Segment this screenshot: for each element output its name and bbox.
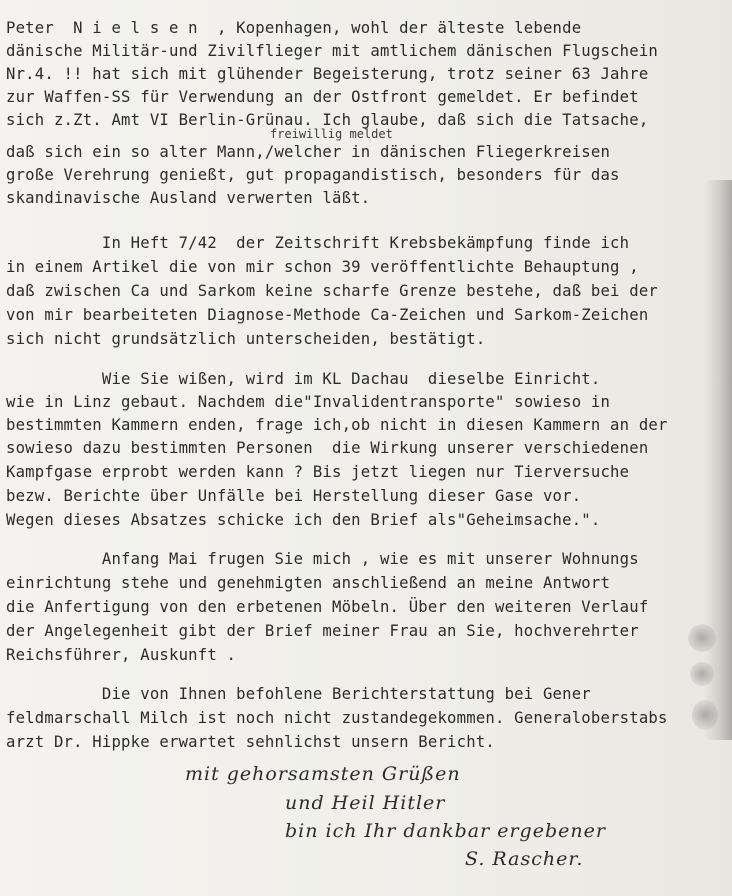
text-line-10: in einem Artikel die von mir schon 39 veröffentlichte Behauptung , — [6, 258, 639, 276]
text-line-7: große Verehrung genießt, gut propagandistisch, besonders für das — [6, 166, 620, 184]
text-line-19: bezw. Berichte über Unfälle bei Herstellung dieser Gase vor. — [6, 487, 582, 505]
text-line-28: arzt Dr. Hippke erwartet sehnlichst unsern Bericht. — [6, 733, 495, 751]
text-line-8: skandinavische Ausland verwerten läßt. — [6, 189, 371, 207]
text-line-5: sich z.Zt. Amt VI Berlin-Grünau. Ich glaube, daß sich die Tatsache, — [6, 111, 649, 129]
page-fold-shadow — [704, 180, 732, 740]
text-line-18: Kampfgase erprobt werden kann ? Bis jetzt liegen nur Tierversuche — [6, 463, 630, 481]
handwritten-insert: freiwillig meldet — [270, 127, 393, 141]
text-line-6: daß sich ein so alter Mann,/welcher in dänischen Fliegerkreisen — [6, 143, 611, 161]
closing-line-2: und Heil Hitler — [285, 792, 446, 814]
text-line-21: Anfang Mai frugen Sie mich , wie es mit unserer Wohnungs — [6, 550, 639, 568]
text-line-11: daß zwischen Ca und Sarkom keine scharfe Grenze bestehe, daß bei der — [6, 282, 658, 300]
text-line-9: In Heft 7/42 der Zeitschrift Krebsbekämpfung finde ich — [6, 234, 630, 252]
closing-line-3: bin ich Ihr dankbar ergebener — [285, 820, 606, 842]
closing-line-1: mit gehorsamsten Grüßen — [185, 763, 461, 785]
ink-blot — [692, 700, 718, 730]
text-line-12: von mir bearbeiteten Diagnose-Methode Ca-Zeichen und Sarkom-Zeichen — [6, 306, 649, 324]
text-line-23: die Anfertigung von den erbetenen Möbeln. Über den weiteren Verlauf — [6, 598, 649, 616]
text-line-27: feldmarschall Milch ist noch nicht zustandegekommen. Generaloberstabs — [6, 709, 668, 727]
text-line-3: Nr.4. !! hat sich mit glühender Begeisterung, trotz seiner 63 Jahre — [6, 65, 649, 83]
text-line-16: bestimmten Kammern enden, frage ich,ob nicht in diesen Kammern an der — [6, 416, 668, 434]
text-line-22: einrichtung stehe und genehmigten anschließend an meine Antwort — [6, 574, 611, 592]
text-line-2: dänische Militär-und Zivilflieger mit amtlichem dänischen Flugschein — [6, 42, 658, 60]
text-line-20: Wegen dieses Absatzes schicke ich den Brief als"Geheimsache.". — [6, 511, 601, 529]
ink-blot — [688, 624, 716, 652]
signature: S. Rascher. — [465, 848, 584, 870]
text-line-1: Peter N i e l s e n , Kopenhagen, wohl der älteste lebende — [6, 19, 582, 37]
text-line-14: Wie Sie wißen, wird im KL Dachau dieselbe Einricht. — [6, 370, 601, 388]
ink-blot — [690, 662, 714, 686]
text-line-4: zur Waffen-SS für Verwendung an der Ostfront gemeldet. Er befindet — [6, 88, 639, 106]
text-line-17: sowieso dazu bestimmten Personen die Wirkung unserer verschiedenen — [6, 439, 649, 457]
text-line-15: wie in Linz gebaut. Nachdem die"Invalidentransporte" sowieso in — [6, 393, 611, 411]
text-line-25: Reichsführer, Auskunft . — [6, 646, 237, 664]
text-line-26: Die von Ihnen befohlene Berichterstattung bei Gener — [6, 685, 591, 703]
text-line-24: der Angelegenheit gibt der Brief meiner Frau an Sie, hochverehrter — [6, 622, 639, 640]
text-line-13: sich nicht grundsätzlich unterscheiden, bestätigt. — [6, 330, 486, 348]
